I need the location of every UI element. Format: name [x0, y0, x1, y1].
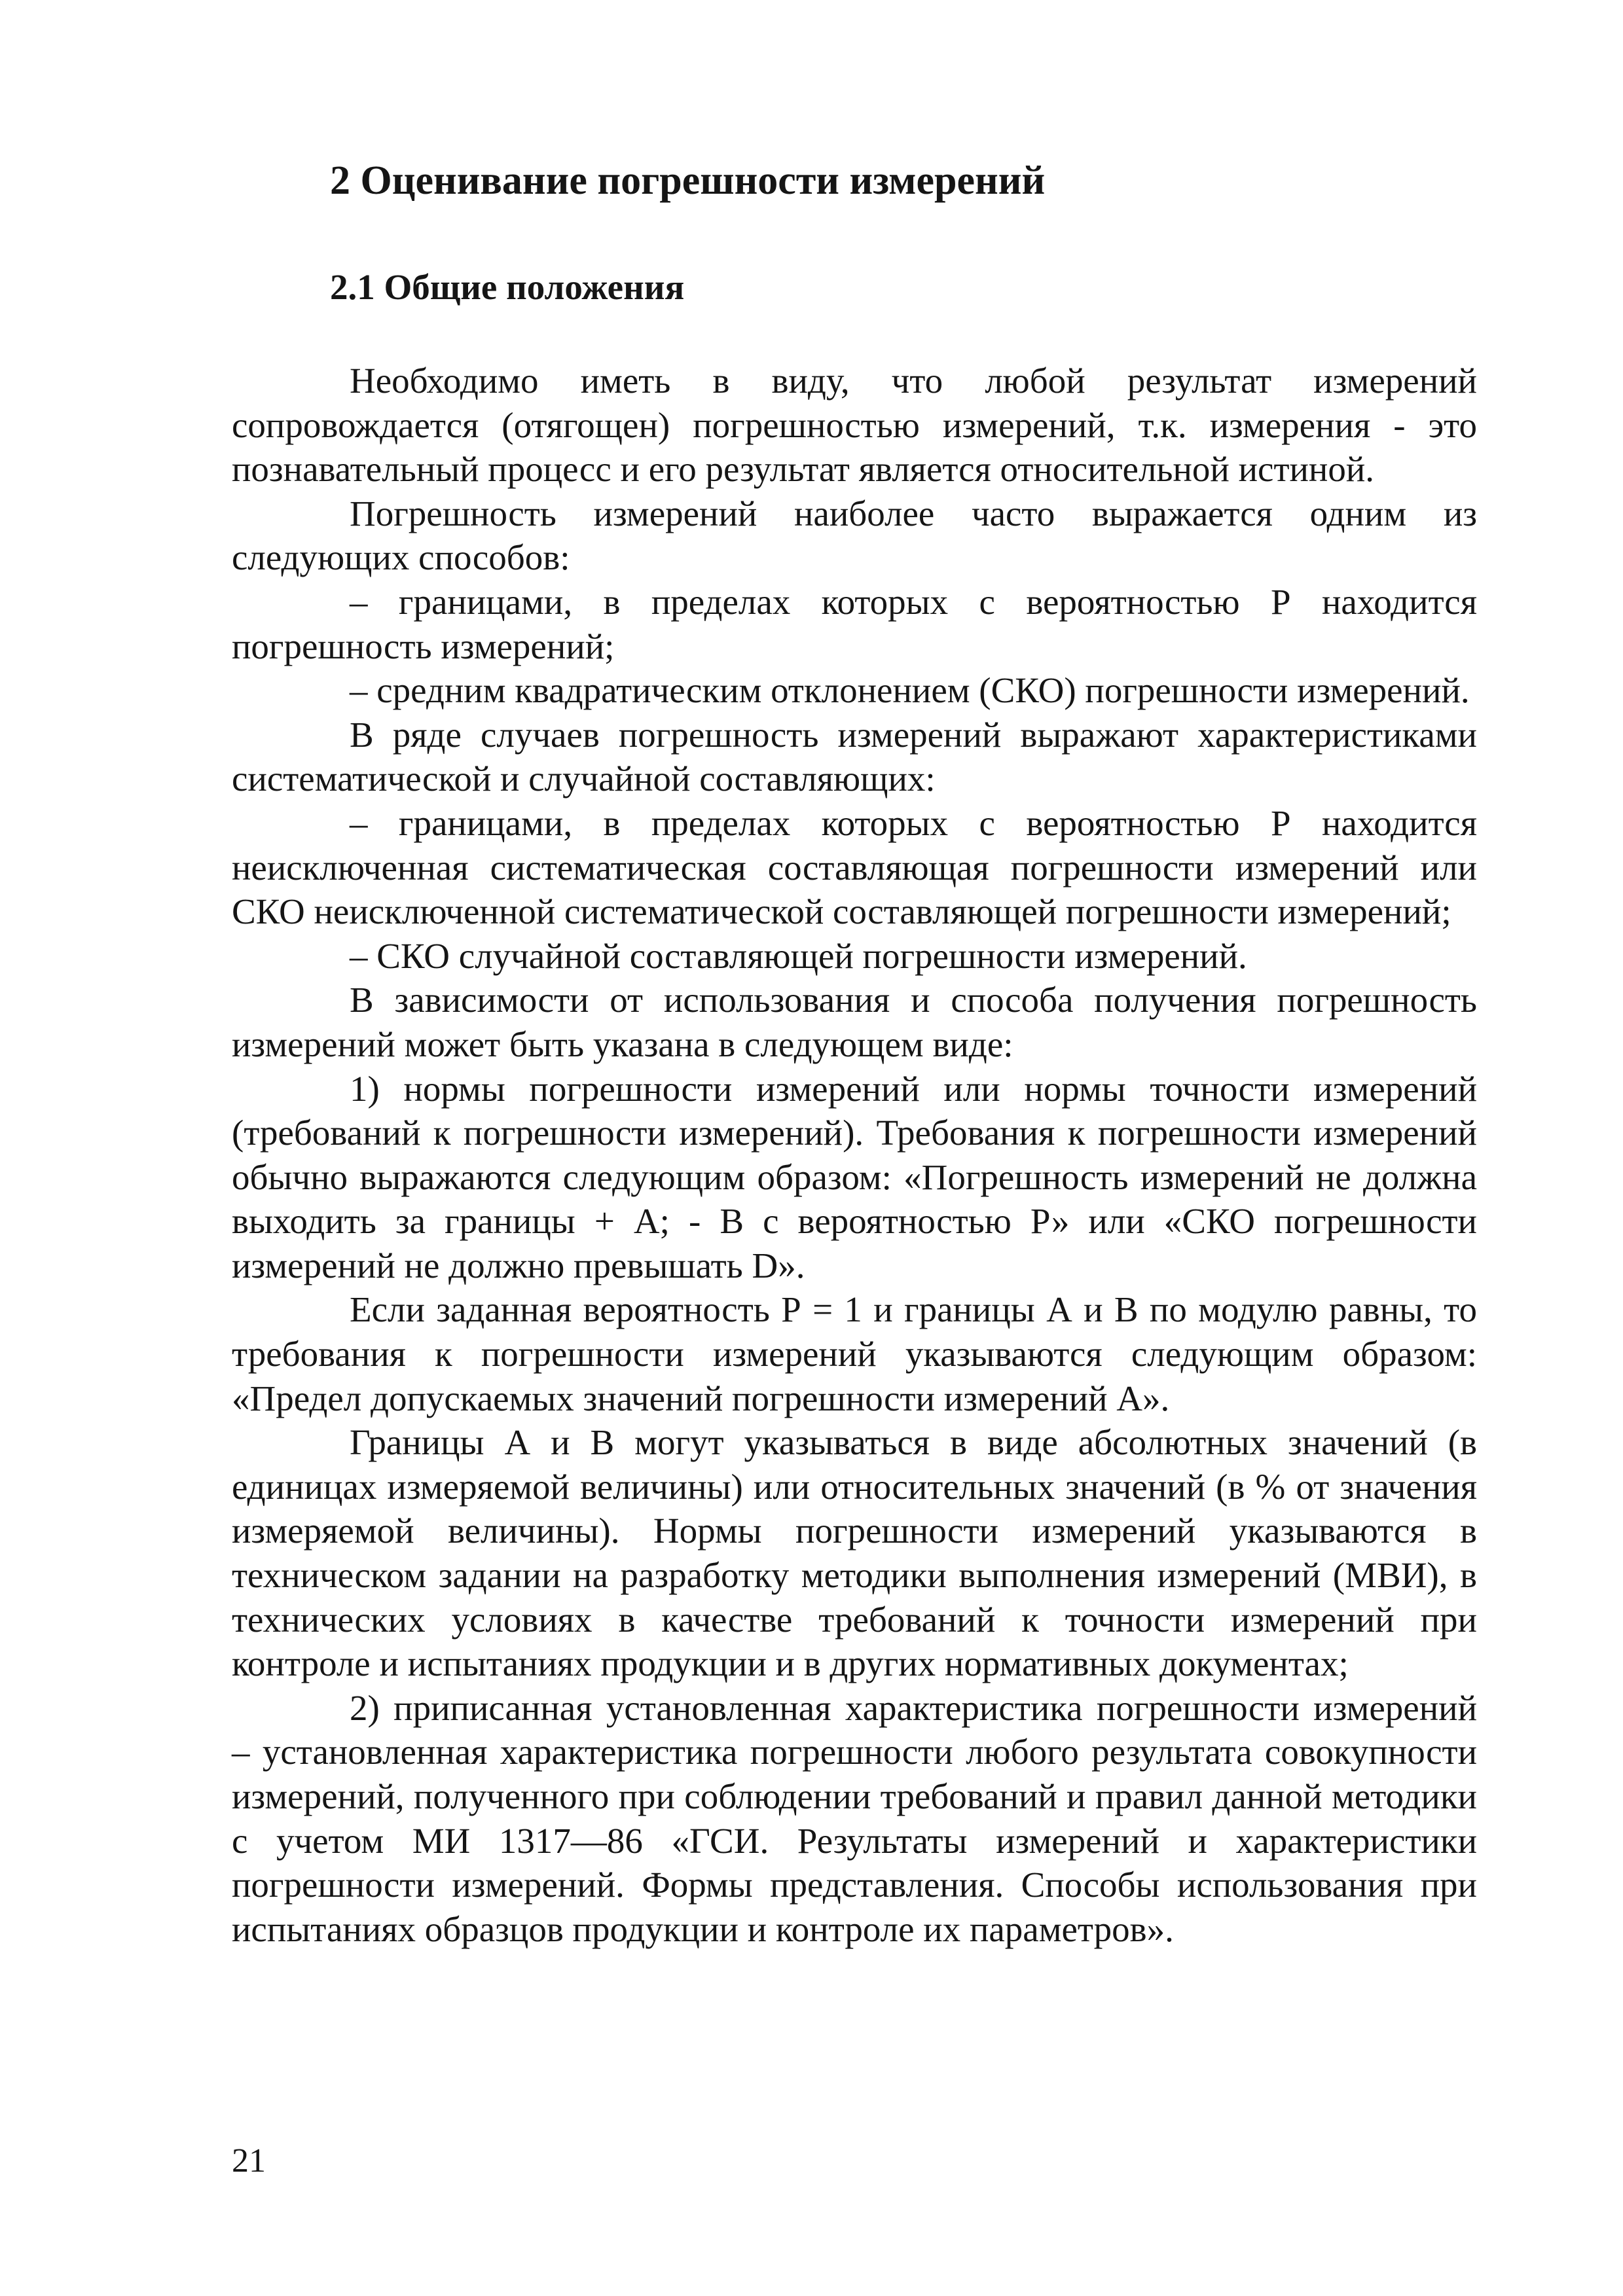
- page-content: [232, 131, 1477, 1951]
- list-item-assigned-characteristic: 2) приписанная установленная характеристика погрешности измерений – установленная характеристика погрешности любого результата совокупности измерений, полученного при соблюдении требований и правил данной методики с учетом МИ 1317—86 «ГСИ. Результаты измерений и характеристики погрешности измерений. Формы представления. Способы использования при испытаниях образцов продукции и контроле их параметров».: [232, 1687, 1477, 1949]
- paragraph-intro: Необходимо иметь в виду, что любой результат измерений сопровождается (отягощен) погрешностью измерений, т.к. измерения - это познавательный процесс и его результат является относительной истиной.: [232, 361, 1477, 490]
- page-number: 21: [232, 2142, 266, 2179]
- paragraph-expression-methods: Погрешность измерений наиболее часто выражается одним из следующих способов:: [232, 493, 1477, 578]
- list-item-systematic-bounds: – границами, в пределах которых с вероятностью Р находится неисключенная систематическая составляющая погрешности измерений или СКО неисключенной систематической составляющей погрешности измерений;: [232, 802, 1477, 932]
- paragraph-usage: В зависимости от использования и способа получения погрешность измерений может быть указана в следующем виде:: [232, 980, 1477, 1064]
- list-item-random-sko: – СКО случайной составляющей погрешности измерений.: [350, 935, 1247, 976]
- paragraph-components: В ряде случаев погрешность измерений выражают характеристиками систематической и случайной составляющих:: [232, 714, 1477, 799]
- list-item-bounds: – границами, в пределах которых с вероятностью Р находится погрешность измерений;: [232, 581, 1477, 666]
- paragraph-bounds-values: Границы А и В могут указываться в виде абсолютных значений (в единицах измеряемой величины) или относительных значений (в % от значения измеряемой величины). Нормы погрешности измерений указываются в техническом задании на разработку методики выполнения измерений (МВИ), в технических условиях в качестве требований к точности измерений при контроле и испытаниях продукции и в других нормативных документах;: [232, 1422, 1477, 1684]
- chapter-title: 2 Оценивание погрешности измерений: [330, 158, 1046, 203]
- list-item-norms: 1) нормы погрешности измерений или нормы точности измерений (требований к погрешности измерений). Требования к погрешности измерений обычно выражаются следующим образом: «Погрешность измерений не должна выходить за границы + А; - В с вероятностью Р» или «СКО погрешности измерений не должно превышать D».: [232, 1068, 1477, 1285]
- list-item-sko: – средним квадратическим отклонением (СКО) погрешности измерений.: [350, 670, 1470, 711]
- section-title: 2.1 Общие положения: [330, 267, 685, 307]
- paragraph-probability: Если заданная вероятность Р = 1 и границы А и В по модулю равны, то требования к погрешности измерений указываются следующим образом: «Предел допускаемых значений погрешности измерений А».: [232, 1289, 1477, 1418]
